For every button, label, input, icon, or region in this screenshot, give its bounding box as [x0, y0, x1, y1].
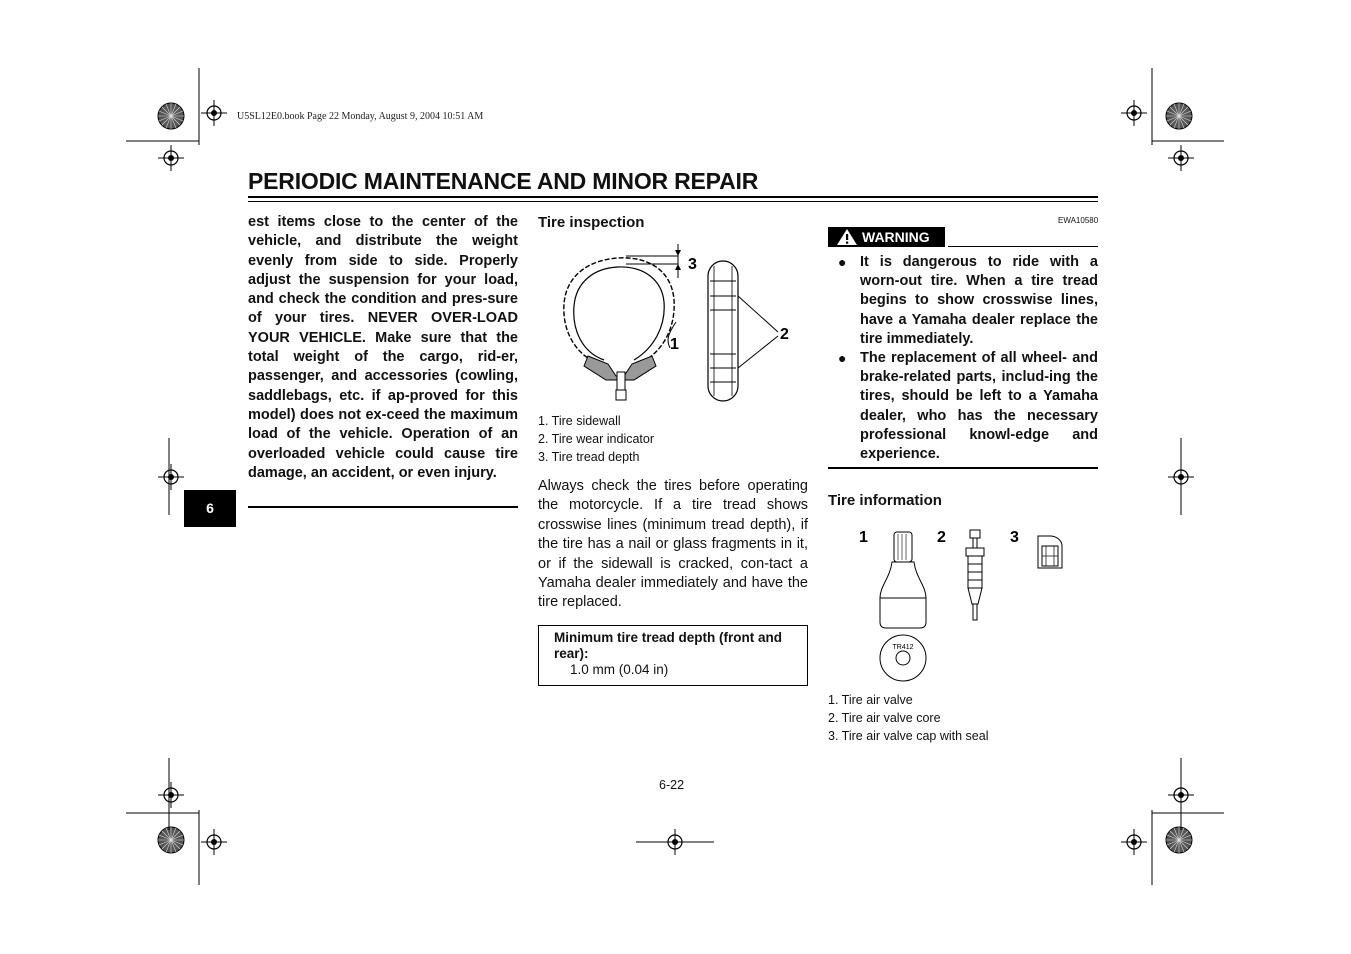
valve-marking: TR412 — [892, 644, 914, 651]
page-number: 6-22 — [659, 778, 685, 792]
spec-value: 1.0 mm (0.04 in) — [570, 662, 669, 677]
warning-code: EWA10580 — [1058, 216, 1099, 225]
tire-inspection-heading: Tire inspection — [538, 214, 645, 231]
information-captions — [828, 691, 989, 745]
figure-label-1: 1 — [670, 336, 679, 353]
tire-inspection-figure — [538, 236, 808, 406]
caption-item: 2. Tire air valve core — [828, 711, 941, 725]
column1-text: est items close to the center of the vehicle, and distribute the weight evenly from side to side. Properly adjust the suspension for your load, and check the condition and pres-sure of your tires. NEVER OVER-LOAD YOUR VEHICLE. Make sure that the total weight of the cargo, rid-er, passenger, and accessories (cowling, saddlebags, etc. if ap-proved for this model) does not ex-ceed the maximum load of the vehicle. Operation of an overloaded vehicle could cause tire damage, an accident, or even injury. — [248, 214, 518, 481]
spec-label: Minimum tire tread depth (front and rear): — [554, 630, 782, 661]
figure-label-2: 2 — [780, 326, 789, 343]
tire-valve-figure — [828, 522, 1098, 688]
caption-item: 3. Tire tread depth — [538, 450, 640, 464]
title-rule-thin — [248, 201, 1098, 202]
caption-item: 1. Tire sidewall — [538, 414, 621, 428]
book-info: U5SL12E0.book Page 22 Monday, August 9, 2004 10:51 AM — [237, 111, 484, 122]
spec-box — [538, 625, 808, 686]
page-title: PERIODIC MAINTENANCE AND MINOR REPAIR — [248, 168, 759, 194]
inspection-captions — [538, 412, 654, 466]
valve-label-1: 1 — [859, 529, 868, 546]
valve-label-3: 3 — [1010, 529, 1019, 546]
title-rule-thick — [248, 196, 1098, 198]
warning-item: ● It is dangerous to ride with a worn-out tire. When a tire tread begins to show crosswise lines, have a Yamaha dealer replace the tire immediately. — [838, 253, 1098, 349]
tire-air-valve-core-icon — [966, 530, 984, 620]
warning-badge — [828, 227, 945, 247]
tire-air-valve-cap-icon — [1038, 536, 1062, 568]
warning-list — [838, 253, 1098, 464]
valve-label-2: 2 — [937, 529, 946, 546]
figure-label-3: 3 — [688, 256, 697, 273]
caption-item: 2. Tire wear indicator — [538, 432, 655, 446]
tire-cross-section-icon — [564, 244, 681, 400]
warning-label: WARNING — [862, 229, 930, 245]
tire-tread-view-icon — [708, 261, 778, 401]
warning-item: ● The replacement of all wheel- and brake-related parts, includ-ing the tires, should be left to a Yamaha dealer, who has the necessary professional knowl-edge and experience. — [838, 349, 1098, 464]
caption-item: 1. Tire air valve — [828, 693, 913, 707]
tire-information-heading: Tire information — [828, 492, 942, 509]
warning-triangle-icon — [836, 228, 858, 246]
warning-header-rule — [948, 246, 1098, 247]
column1-rule — [248, 506, 518, 508]
chapter-tab: 6 — [184, 490, 236, 527]
tire-air-valve-icon — [880, 532, 926, 681]
caption-item: 3. Tire air valve cap with seal — [828, 729, 989, 743]
inspection-body: Always check the tires before operating the motorcycle. If a tire tread shows crosswise lines (minimum tread depth), if the tire has a nail or glass fragments in it, or if the sidewall is cracked, con-tact a Yamaha dealer immediately and have the tire replaced. — [538, 478, 808, 611]
warning-bottom-rule — [828, 467, 1098, 469]
